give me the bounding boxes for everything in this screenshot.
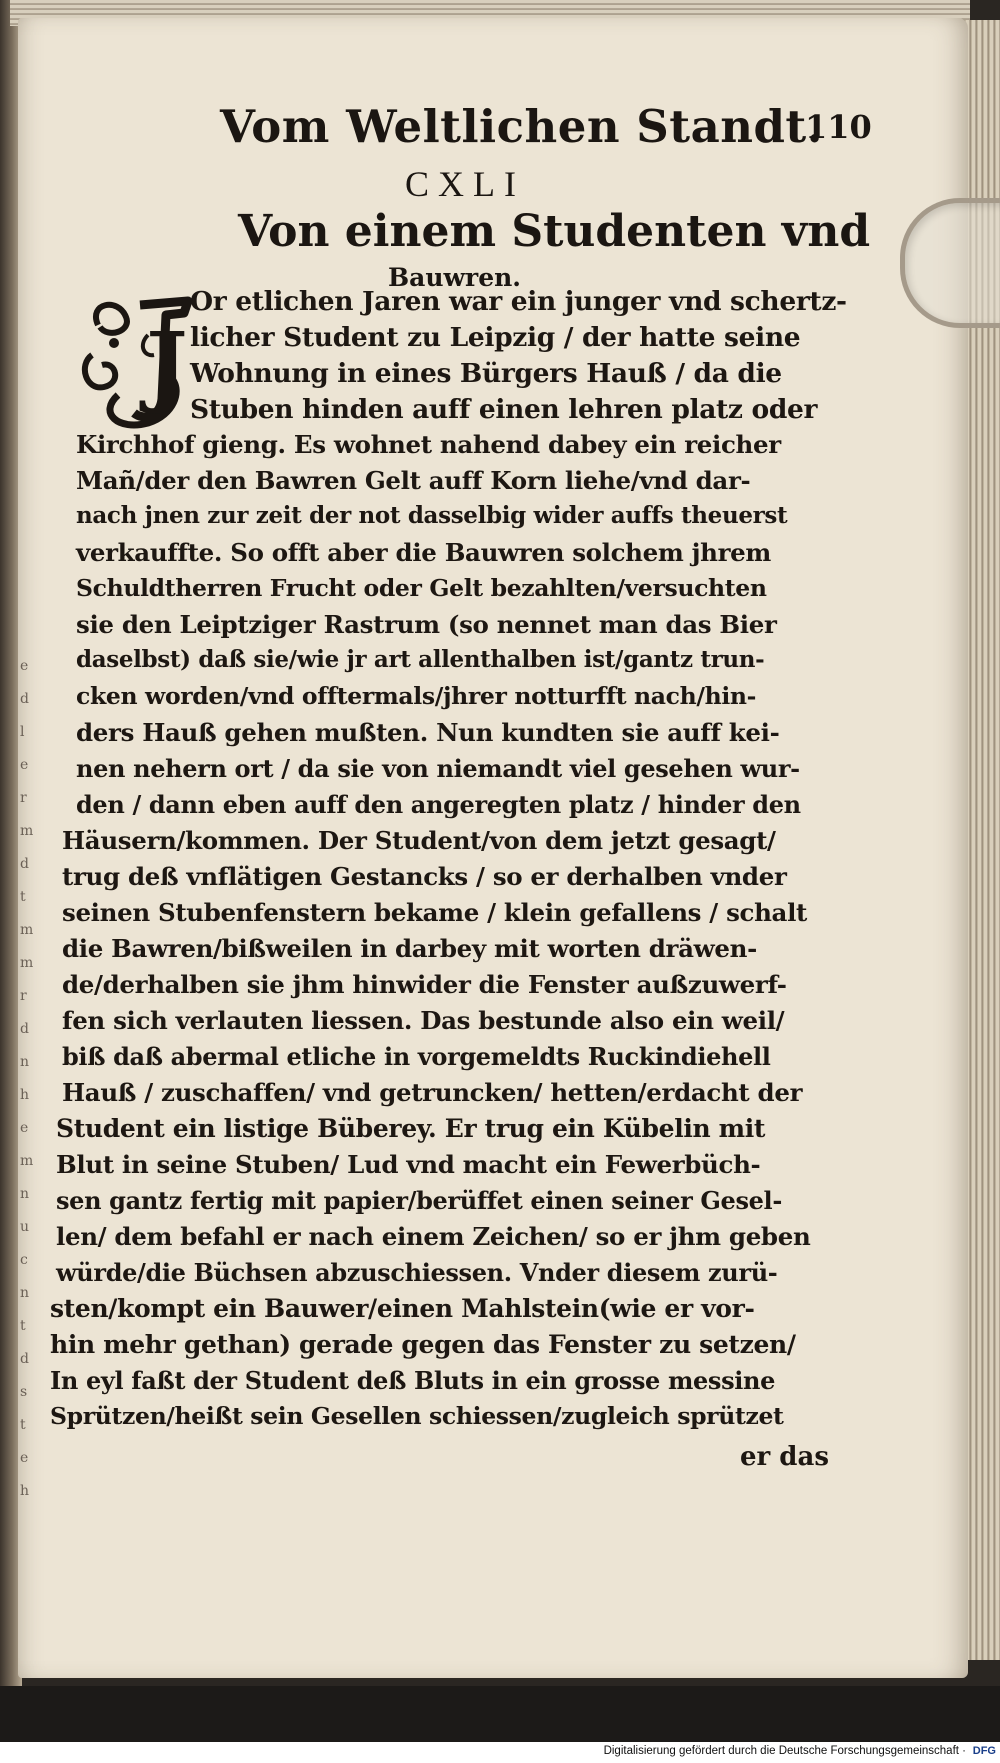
drop-cap-initial xyxy=(78,295,206,435)
body-line: In eyl faßt der Student deß Bluts in ein grosse messine xyxy=(50,1366,776,1395)
folio-number: 110 xyxy=(805,108,872,146)
body-line: verkauffte. So offt aber die Bauwren solchem jhrem xyxy=(76,538,771,567)
body-line: licher Student zu Leipzig / der hatte seine xyxy=(190,322,801,353)
body-line: Blut in seine Stuben/ Lud vnd macht ein Fewerbüch- xyxy=(56,1150,761,1179)
running-head: Vom Weltlichen Standt. xyxy=(220,100,823,153)
body-line: Or etlichen Jaren war ein junger vnd schertz- xyxy=(190,286,847,317)
body-line: Hauß / zuschaffen/ vnd getruncken/ hetten/erdacht der xyxy=(62,1078,803,1107)
body-line: daselbst) daß sie/wie jr art allenthalben ist/gantz trun- xyxy=(76,646,765,673)
body-line: Sprützen/heißt sein Gesellen schiessen/zugleich sprützet xyxy=(50,1402,784,1430)
body-line: Mañ/der den Bawren Gelt auff Korn liehe/vnd dar- xyxy=(76,466,751,495)
funding-credit: Digitalisierung gefördert durch die Deutsche Forschungsgemeinschaft · xyxy=(603,1745,966,1757)
body-line: Schuldtherren Frucht oder Gelt bezahlten/versuchten xyxy=(76,574,767,602)
body-line: nach jnen zur zeit der not dasselbig wider auffs theuerst xyxy=(76,502,788,529)
chapter-number: CXLI xyxy=(405,164,525,204)
dfg-logo: DFG xyxy=(972,1745,996,1757)
body-line: Student ein listige Büberey. Er trug ein Kübelin mit xyxy=(56,1114,766,1143)
body-line: hin mehr gethan) gerade gegen das Fenster zu setzen/ xyxy=(50,1330,796,1359)
body-line: sie den Leiptziger Rastrum (so nennet man das Bier xyxy=(76,610,777,639)
credit-strip xyxy=(0,1742,1000,1763)
body-line: Häusern/kommen. Der Student/von dem jetzt gesagt/ xyxy=(62,826,776,855)
chapter-title-line1: Von einem Studenten vnd xyxy=(238,206,871,257)
body-line: Stuben hinden auff einen lehren platz oder xyxy=(190,394,818,425)
body-line: nen nehern ort / da sie von niemandt viel gesehen wur- xyxy=(76,754,800,783)
body-line: biß daß abermal etliche in vorgemeldts Ruckindiehell xyxy=(62,1042,771,1071)
margin-bleed-letters: e d l e r m d t m m r d n h e m n u c n t d s t e h xyxy=(20,658,34,1499)
catchword: er das xyxy=(740,1442,829,1472)
body-line: die Bawren/bißweilen in darbey mit worten dräwen- xyxy=(62,934,757,963)
body-line: trug deß vnflätigen Gestancks / so er derhalben vnder xyxy=(62,862,787,891)
body-line: len/ dem befahl er nach einem Zeichen/ so er jhm geben xyxy=(56,1222,811,1251)
chapter-title-line2: Bauwren. xyxy=(388,263,521,292)
body-line: de/derhalben sie jhm hinwider die Fenster außzuwerf- xyxy=(62,970,787,999)
body-line: seinen Stubenfenstern bekame / klein gefallens / schalt xyxy=(62,898,807,927)
body-line: den / dann eben auff den angeregten platz / hinder den xyxy=(76,790,801,819)
body-line: ders Hauß gehen mußten. Nun kundten sie auff kei- xyxy=(76,718,780,747)
body-line: sten/kompt ein Bauwer/einen Mahlstein(wie er vor- xyxy=(50,1294,755,1323)
body-line: sen gantz fertig mit papier/berüffet einen seiner Gesel- xyxy=(56,1186,782,1215)
page-clip xyxy=(900,198,1000,328)
body-line: würde/die Büchsen abzuschiessen. Vnder diesem zurü- xyxy=(56,1258,778,1287)
body-line: cken worden/vnd offtermals/jhrer notturfft nach/hin- xyxy=(76,682,757,710)
body-line: Wohnung in eines Bürgers Hauß / da die xyxy=(190,358,782,389)
body-line: fen sich verlauten liessen. Das bestunde also ein weil/ xyxy=(62,1006,785,1035)
drop-cap-letter: J xyxy=(146,312,188,416)
body-line: Kirchhof gieng. Es wohnet nahend dabey ein reicher xyxy=(76,430,781,459)
